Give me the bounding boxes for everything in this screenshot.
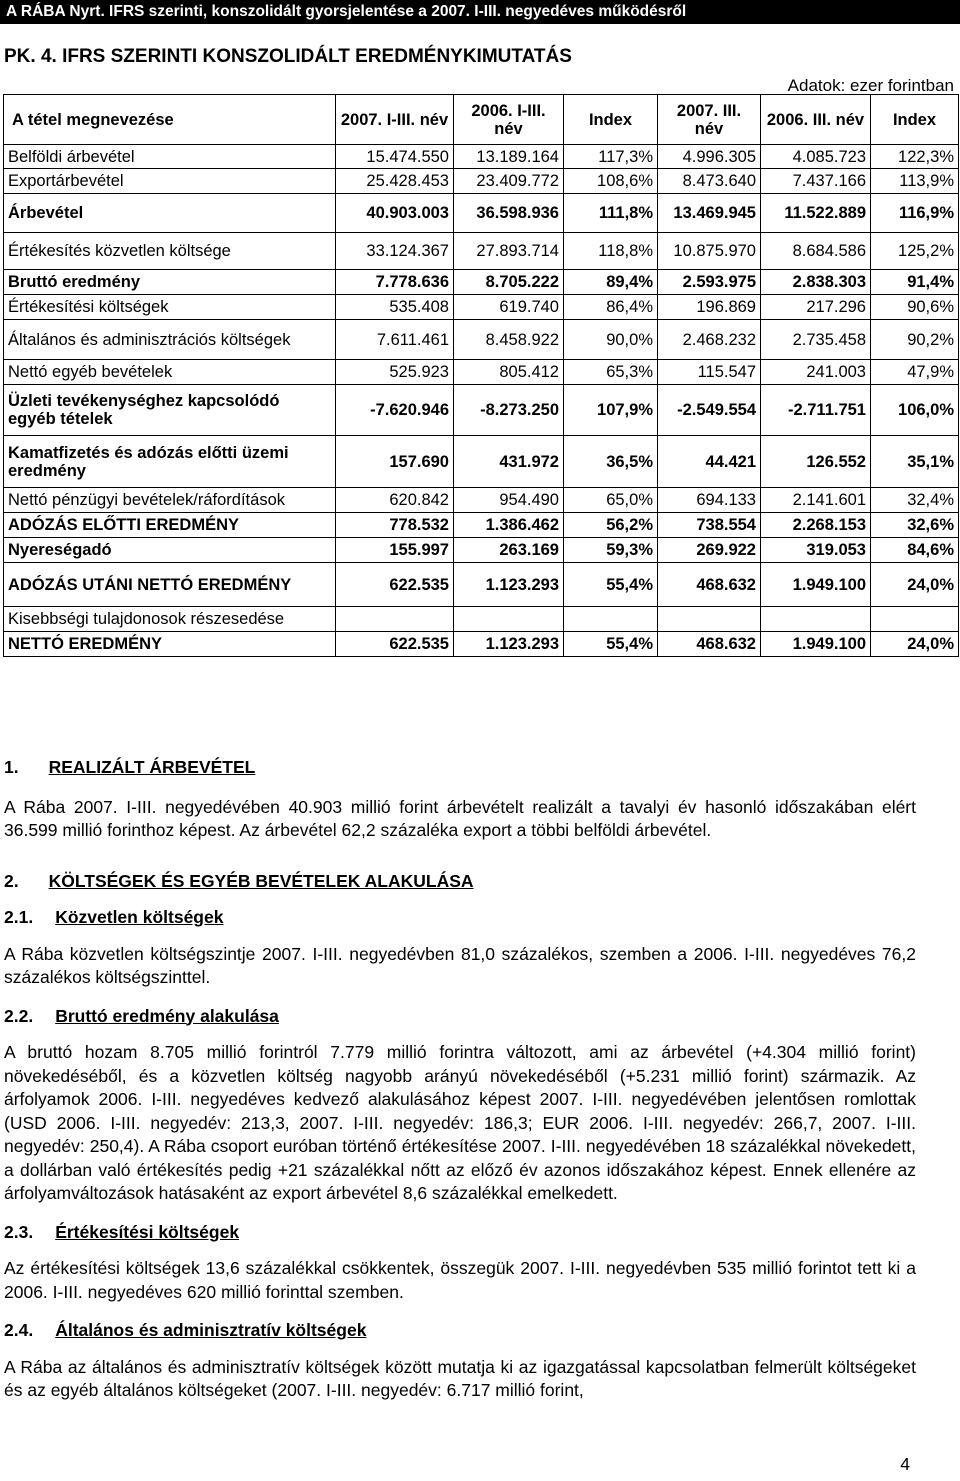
- income-statement-table: [3, 94, 959, 657]
- table-row: [4, 385, 959, 436]
- section-heading: 2.1. Közvetlen költségek: [4, 907, 224, 927]
- row-label: Általános és adminisztrációs költségek: [4, 320, 336, 360]
- cell-v4: 8.684.586: [761, 233, 871, 270]
- cell-v4: 1.949.100: [761, 632, 871, 657]
- cell-v4: 126.552: [761, 436, 871, 488]
- cell-v1: 155.997: [336, 538, 454, 563]
- cell-i2: 24,0%: [871, 563, 959, 607]
- paragraph: A Rába 2007. I-III. negyedévében 40.903 millió forint árbevételt realizált a tavalyi év hasonló időszakában elért 36.599 millió forinthoz képest. Az árbevétel 62,2 százaléka export a többi belföldi árbevétel.: [4, 796, 916, 840]
- column-header: 2006. III. név: [761, 95, 871, 145]
- table-row: [4, 194, 959, 233]
- cell-v1: 157.690: [336, 436, 454, 488]
- cell-i2: 116,9%: [871, 194, 959, 233]
- cell-v4: 2.141.601: [761, 488, 871, 513]
- cell-i1: [564, 607, 658, 632]
- cell-v1: 525.923: [336, 360, 454, 385]
- cell-v3: 8.473.640: [658, 169, 761, 194]
- cell-i1: 107,9%: [564, 385, 658, 436]
- cell-v2: 8.458.922: [454, 320, 564, 360]
- cell-v1: 25.428.453: [336, 169, 454, 194]
- cell-v3: 115.547: [658, 360, 761, 385]
- row-label: NETTÓ EREDMÉNY: [4, 632, 336, 657]
- cell-v3: 4.996.305: [658, 145, 761, 169]
- table-row: [4, 538, 959, 563]
- section-heading: 2.3. Értékesítési költségek: [4, 1221, 240, 1242]
- cell-v3: 44.421: [658, 436, 761, 488]
- cell-v2: [454, 607, 564, 632]
- cell-i1: 55,4%: [564, 563, 658, 607]
- cell-v3: 738.554: [658, 513, 761, 538]
- cell-v3: 269.922: [658, 538, 761, 563]
- cell-v4: 241.003: [761, 360, 871, 385]
- cell-i1: 56,2%: [564, 513, 658, 538]
- row-label: Árbevétel: [4, 194, 336, 233]
- table-header-row: [4, 95, 959, 145]
- cell-i1: 111,8%: [564, 194, 658, 233]
- cell-v2: 27.893.714: [454, 233, 564, 270]
- cell-i2: 106,0%: [871, 385, 959, 436]
- paragraph: Az értékesítési költségek 13,6 százalékkal csökkentek, összegük 2007. I-III. negyedévben 535 millió forintot tett ki a 2006. I-III. negyedéves 620 millió forinttal szemben.: [4, 1258, 916, 1302]
- row-label: Üzleti tevékenységhez kapcsolódó egyéb tételek: [4, 385, 336, 436]
- row-label: Belföldi árbevétel: [4, 145, 336, 169]
- report-body-text: [4, 756, 916, 1403]
- cell-v2: 263.169: [454, 538, 564, 563]
- cell-i2: 91,4%: [871, 270, 959, 295]
- row-label: Nyereségadó: [4, 538, 336, 563]
- row-label: Bruttó eredmény: [4, 270, 336, 295]
- cell-v1: 7.778.636: [336, 270, 454, 295]
- row-label: ADÓZÁS UTÁNI NETTÓ EREDMÉNY: [4, 563, 336, 607]
- cell-v2: 8.705.222: [454, 270, 564, 295]
- row-label: Nettó pénzügyi bevételek/ráfordítások: [4, 488, 336, 513]
- cell-v1: 40.903.003: [336, 194, 454, 233]
- cell-v1: [336, 607, 454, 632]
- section-heading: 2.2. Bruttó eredmény alakulása: [4, 1005, 279, 1026]
- cell-v2: 431.972: [454, 436, 564, 488]
- cell-i1: 65,0%: [564, 488, 658, 513]
- cell-v1: 535.408: [336, 295, 454, 320]
- cell-v4: 2.838.303: [761, 270, 871, 295]
- cell-i1: 89,4%: [564, 270, 658, 295]
- cell-v2: 36.598.936: [454, 194, 564, 233]
- table-row: [4, 488, 959, 513]
- unit-note: Adatok: ezer forintban: [787, 76, 954, 95]
- page-header: A RÁBA Nyrt. IFRS szerinti, konszolidált gyorsjelentése a 2007. I-III. negyedéves működésről: [0, 0, 960, 24]
- cell-v3: 2.468.232: [658, 320, 761, 360]
- cell-i2: 24,0%: [871, 632, 959, 657]
- table-row: [4, 563, 959, 607]
- table-row: [4, 607, 959, 632]
- cell-v3: 694.133: [658, 488, 761, 513]
- table-row: [4, 436, 959, 488]
- column-header: Index: [564, 95, 658, 145]
- cell-v2: 1.123.293: [454, 563, 564, 607]
- paragraph: A Rába az általános és adminisztratív költségek között mutatja ki az igazgatással kapcsolatban felmerült költségeket és az egyéb általános költségeket (2007. I-III. negyedév: 6.717 millió forint,: [4, 1356, 916, 1400]
- cell-v2: 619.740: [454, 295, 564, 320]
- cell-v3: 13.469.945: [658, 194, 761, 233]
- cell-v4: -2.711.751: [761, 385, 871, 436]
- cell-v2: 1.386.462: [454, 513, 564, 538]
- row-label: Kisebbségi tulajdonosok részesedése: [4, 607, 336, 632]
- cell-v1: 7.611.461: [336, 320, 454, 360]
- cell-i1: 86,4%: [564, 295, 658, 320]
- cell-v4: 2.268.153: [761, 513, 871, 538]
- cell-v1: 778.532: [336, 513, 454, 538]
- cell-v4: 1.949.100: [761, 563, 871, 607]
- cell-i2: 32,6%: [871, 513, 959, 538]
- column-header: 2006. I-III. név: [454, 95, 564, 145]
- cell-i2: 35,1%: [871, 436, 959, 488]
- paragraph: A Rába közvetlen költségszintje 2007. I-III. negyedévben 81,0 százalékos, szemben a 2006. I-III. negyedéves 76,2 százalékos költségszinttel.: [4, 943, 916, 987]
- cell-v3: 468.632: [658, 632, 761, 657]
- column-header: 2007. I-III. név: [336, 95, 454, 145]
- cell-i2: 47,9%: [871, 360, 959, 385]
- cell-i1: 59,3%: [564, 538, 658, 563]
- cell-v3: 196.869: [658, 295, 761, 320]
- cell-i2: 32,4%: [871, 488, 959, 513]
- cell-v4: 7.437.166: [761, 169, 871, 194]
- cell-v2: -8.273.250: [454, 385, 564, 436]
- section-heading: 1. REALIZÁLT ÁRBEVÉTEL: [4, 757, 256, 777]
- cell-v3: 2.593.975: [658, 270, 761, 295]
- column-header: A tétel megnevezése: [4, 95, 336, 145]
- cell-i1: 118,8%: [564, 233, 658, 270]
- cell-v4: 2.735.458: [761, 320, 871, 360]
- cell-v4: 11.522.889: [761, 194, 871, 233]
- column-header: Index: [871, 95, 959, 145]
- row-label: Értékesítés közvetlen költsége: [4, 233, 336, 270]
- cell-v2: 23.409.772: [454, 169, 564, 194]
- cell-v1: -7.620.946: [336, 385, 454, 436]
- cell-v1: 620.842: [336, 488, 454, 513]
- cell-v3: 10.875.970: [658, 233, 761, 270]
- row-label: Exportárbevétel: [4, 169, 336, 194]
- cell-i1: 65,3%: [564, 360, 658, 385]
- row-label: ADÓZÁS ELŐTTI EREDMÉNY: [4, 513, 336, 538]
- row-label: Értékesítési költségek: [4, 295, 336, 320]
- page-number: 4: [900, 1454, 910, 1474]
- cell-i2: 125,2%: [871, 233, 959, 270]
- column-header: 2007. III. név: [658, 95, 761, 145]
- cell-v4: 217.296: [761, 295, 871, 320]
- table-row: [4, 233, 959, 270]
- cell-v2: 954.490: [454, 488, 564, 513]
- cell-i2: 90,2%: [871, 320, 959, 360]
- cell-i2: 84,6%: [871, 538, 959, 563]
- row-label: Kamatfizetés és adózás előtti üzemi eredmény: [4, 436, 336, 488]
- table-row: [4, 295, 959, 320]
- cell-v4: 4.085.723: [761, 145, 871, 169]
- cell-v1: 15.474.550: [336, 145, 454, 169]
- cell-v1: 622.535: [336, 563, 454, 607]
- cell-v3: 468.632: [658, 563, 761, 607]
- cell-i1: 90,0%: [564, 320, 658, 360]
- cell-v3: [658, 607, 761, 632]
- table-row: [4, 320, 959, 360]
- cell-v4: 319.053: [761, 538, 871, 563]
- cell-i1: 108,6%: [564, 169, 658, 194]
- cell-v3: -2.549.554: [658, 385, 761, 436]
- table-row: [4, 145, 959, 169]
- section-heading: 2. KÖLTSÉGEK ÉS EGYÉB BEVÉTELEK ALAKULÁSA: [4, 870, 474, 891]
- table-row: [4, 513, 959, 538]
- cell-i2: 122,3%: [871, 145, 959, 169]
- section-heading: 2.4. Általános és adminisztratív költségek: [4, 1320, 367, 1340]
- table-row: [4, 169, 959, 194]
- cell-i1: 117,3%: [564, 145, 658, 169]
- cell-i2: 90,6%: [871, 295, 959, 320]
- cell-i1: 55,4%: [564, 632, 658, 657]
- paragraph: A bruttó hozam 8.705 millió forintról 7.779 millió forintra változott, ami az árbevétel (+4.304 millió forint) növekedéséből, és a közvetlen költség nagyobb arányú növekedéséből (+5.231 millió forint) származik. Az árfolyamok 2006. I-III. negyedéves kedvező alakulásához képest 2007. I-III. negyedévében jelentősen romlottak (USD 2006. I-III. negyedév: 213,3, 2007. I-III. negyedév: 186,3; EUR 2006. I-III. negyedév: 266,7, 2007. I-III. negyedév: 250,4). A Rába csoport euróban történő értékesítése 2007. I-III. negyedévében 18 százalékkal növekedett, a dollárban való értékesítés pedig +21 százalékkal nőtt az előző év azonos időszakához képest. Ennek ellenére az árfolyamváltozások hatásaként az export árbevétel 8,6 százalékkal emelkedett.: [4, 1042, 916, 1203]
- cell-v2: 13.189.164: [454, 145, 564, 169]
- cell-v1: 622.535: [336, 632, 454, 657]
- cell-i1: 36,5%: [564, 436, 658, 488]
- report-title: PK. 4. IFRS SZERINTI KONSZOLIDÁLT EREDMÉNYKIMUTATÁS: [4, 46, 572, 67]
- cell-v2: 805.412: [454, 360, 564, 385]
- cell-v2: 1.123.293: [454, 632, 564, 657]
- table-row: [4, 360, 959, 385]
- table-row: [4, 632, 959, 657]
- table-row: [4, 270, 959, 295]
- cell-i2: 113,9%: [871, 169, 959, 194]
- cell-v1: 33.124.367: [336, 233, 454, 270]
- cell-i2: [871, 607, 959, 632]
- row-label: Nettó egyéb bevételek: [4, 360, 336, 385]
- cell-v4: [761, 607, 871, 632]
